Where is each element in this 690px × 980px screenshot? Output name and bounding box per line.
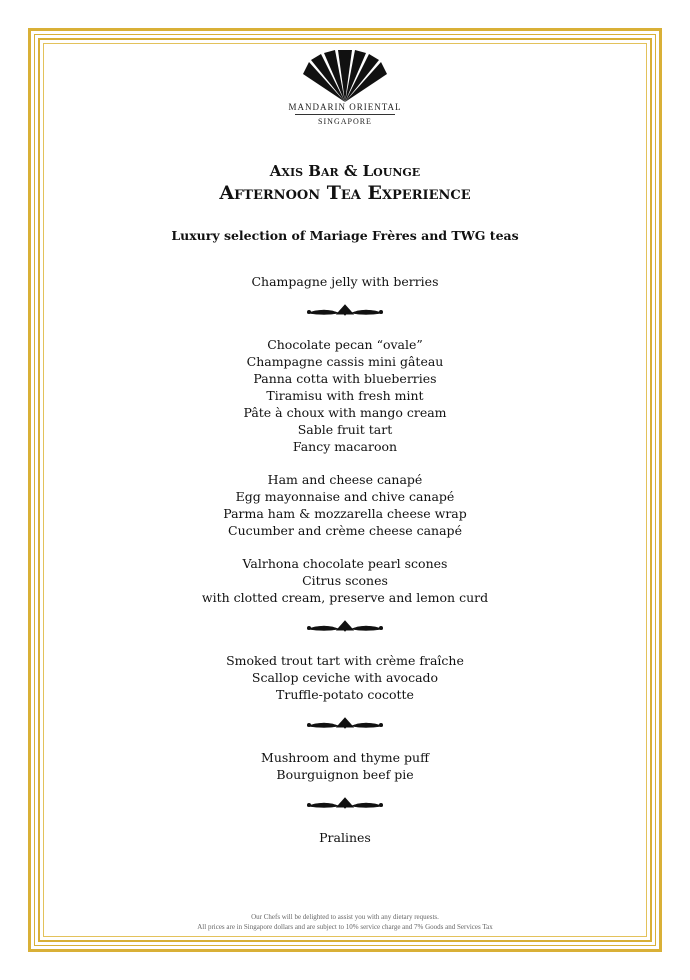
menu-item: Tiramisu with fresh mint: [266, 388, 424, 403]
menu-item: Truffle-potato cocotte: [276, 687, 414, 702]
ornament-divider-icon: [305, 620, 385, 634]
menu-item: Pâte à choux with mango cream: [243, 405, 447, 420]
ornament-divider-icon: [305, 797, 385, 811]
menu-group-hot: [43, 652, 647, 703]
fan-logo-icon: [297, 50, 393, 104]
menu-content: [43, 50, 647, 846]
menu-item: Pralines: [319, 830, 371, 845]
menu-item: Valrhona chocolate pearl scones: [242, 556, 448, 571]
ornament-divider-icon: [305, 304, 385, 318]
menu-item: Citrus scones: [302, 573, 388, 588]
menu-item: Smoked trout tart with crème fraîche: [226, 653, 464, 668]
menu-item: Egg mayonnaise and chive canapé: [235, 489, 455, 504]
menu-item: with clotted cream, preserve and lemon curd: [201, 590, 489, 605]
tea-selection: Luxury selection of Mariage Frères and TWG teas: [171, 228, 519, 243]
venue-title: Axis Bar & Lounge: [269, 162, 421, 180]
menu-group-scones: [43, 555, 647, 606]
brand-name: MANDARIN ORIENTAL: [288, 102, 402, 112]
menu-item: Parma ham & mozzarella cheese wrap: [223, 506, 467, 521]
menu-item: Mushroom and thyme puff: [261, 750, 429, 765]
menu-item: Ham and cheese canapé: [267, 472, 423, 487]
menu-item: Cucumber and crème cheese canapé: [228, 523, 462, 538]
menu-item: Fancy macaroon: [292, 439, 398, 454]
ornament-divider-icon: [305, 717, 385, 731]
menu-group-puffs: [43, 749, 647, 783]
menu-item: Panna cotta with blueberries: [253, 371, 437, 386]
menu-item: Chocolate pecan “ovale”: [267, 337, 423, 352]
menu-item: Bourguignon beef pie: [276, 767, 414, 782]
brand-location: SINGAPORE: [318, 117, 372, 126]
menu-item: Champagne jelly with berries: [251, 274, 439, 289]
menu-group-savouries: [43, 471, 647, 539]
menu-item: Sable fruit tart: [297, 422, 393, 437]
menu-item: Champagne cassis mini gâteau: [246, 354, 444, 369]
price-note: All prices are in Singapore dollars and are subject to 10% service charge and 7% Goods and Services Tax: [197, 923, 493, 931]
dietary-note: Our Chefs will be delighted to assist you with any dietary requests.: [251, 913, 439, 921]
footer-notes: [43, 912, 647, 932]
page-title: Afternoon Tea Experience: [219, 182, 471, 204]
menu-item: Scallop ceviche with avocado: [251, 670, 439, 685]
brand-rule: [295, 114, 395, 115]
menu-group-pastries: [43, 336, 647, 455]
